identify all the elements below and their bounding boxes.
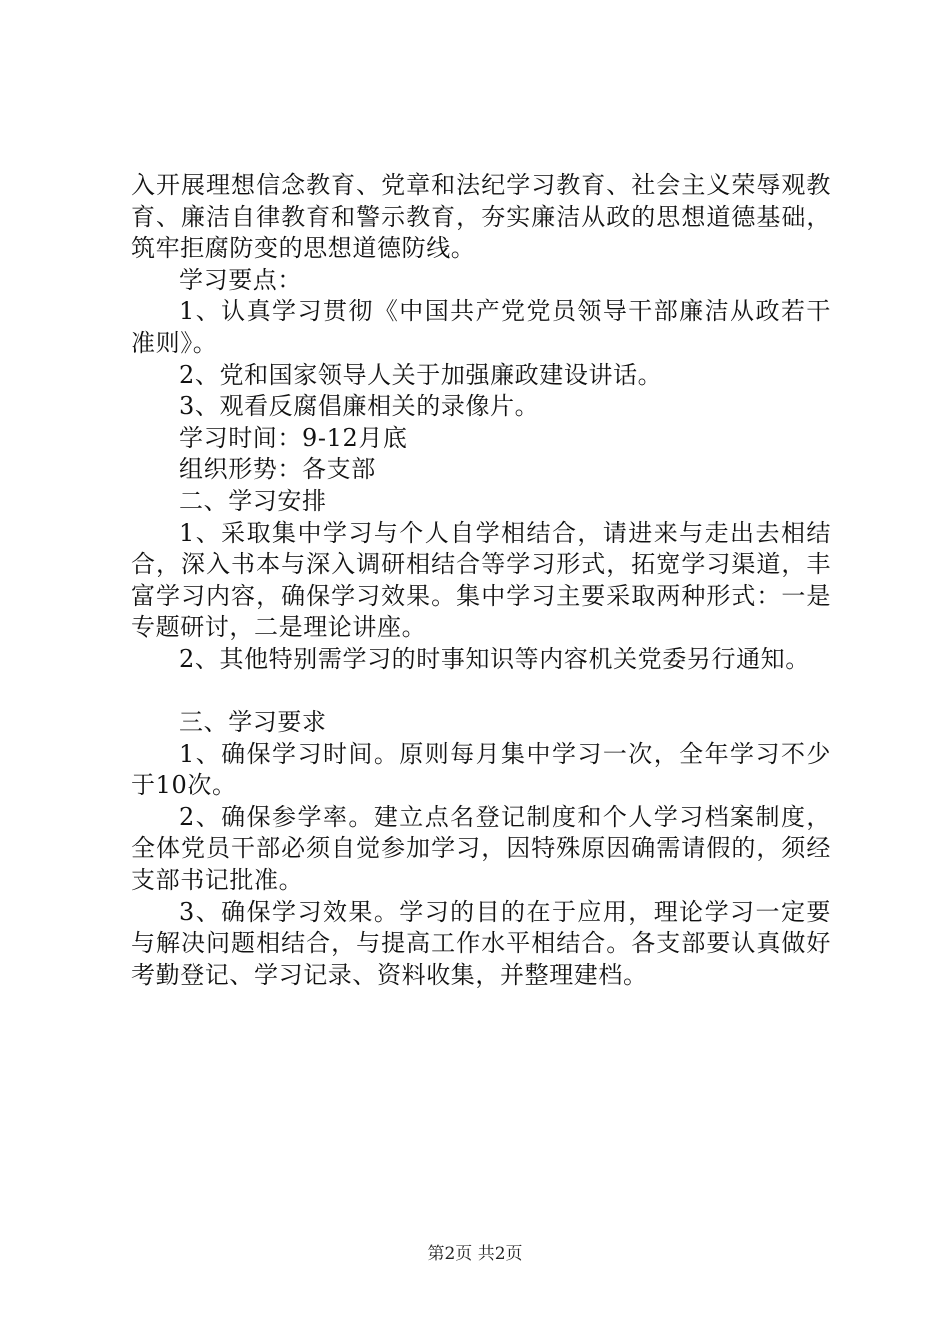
page-number-footer: 第2页 共2页 [427,1244,523,1264]
blank-line [131,676,831,708]
arrangement-item-2: 2、其他特别需学习的时事知识等内容机关党委另行通知。 [179,644,810,673]
requirement-item-1: 1、确保学习时间。原则每月集中学习一次，全年学习不少于10次。 [131,739,831,800]
section-heading-requirements: 三、学习要求 [179,708,327,737]
section-heading-arrangement: 二、学习安排 [179,486,327,515]
heading-study-points: 学习要点： [179,265,302,294]
paragraph-continuation: 入开展理想信念教育、党章和法纪学习教育、社会主义荣辱观教育、廉洁自律教育和警示教育，夯实廉洁从政的思想道德基础，筑牢拒腐防变的思想道德防线。 [131,171,831,263]
study-time: 学习时间：9-12月底 [179,423,408,452]
study-point-3: 3、观看反腐倡廉相关的录像片。 [179,392,540,421]
study-point-2: 2、党和国家领导人关于加强廉政建设讲话。 [179,360,663,389]
document-body [131,170,831,991]
requirement-item-2: 2、确保参学率。建立点名登记制度和个人学习档案制度，全体党员干部必须自觉参加学习，因特殊原因确需请假的，须经支部书记批准。 [131,802,831,895]
study-point-1: 1、认真学习贯彻《中国共产党党员领导干部廉洁从政若干准则》。 [131,297,831,357]
arrangement-item-1: 1、采取集中学习与个人自学相结合，请进来与走出去相结合，深入书本与深入调研相结合等学习形式，拓宽学习渠道，丰富学习内容，确保学习效果。集中学习主要采取两种形式：一是专题研讨，二是理论讲座。 [131,518,831,642]
requirement-item-3: 3、确保学习效果。学习的目的在于应用，理论学习一定要与解决问题相结合，与提高工作水平相结合。各支部要认真做好考勤登记、学习记录、资料收集，并整理建档。 [131,897,831,989]
organization-form: 组织形势：各支部 [179,455,376,484]
